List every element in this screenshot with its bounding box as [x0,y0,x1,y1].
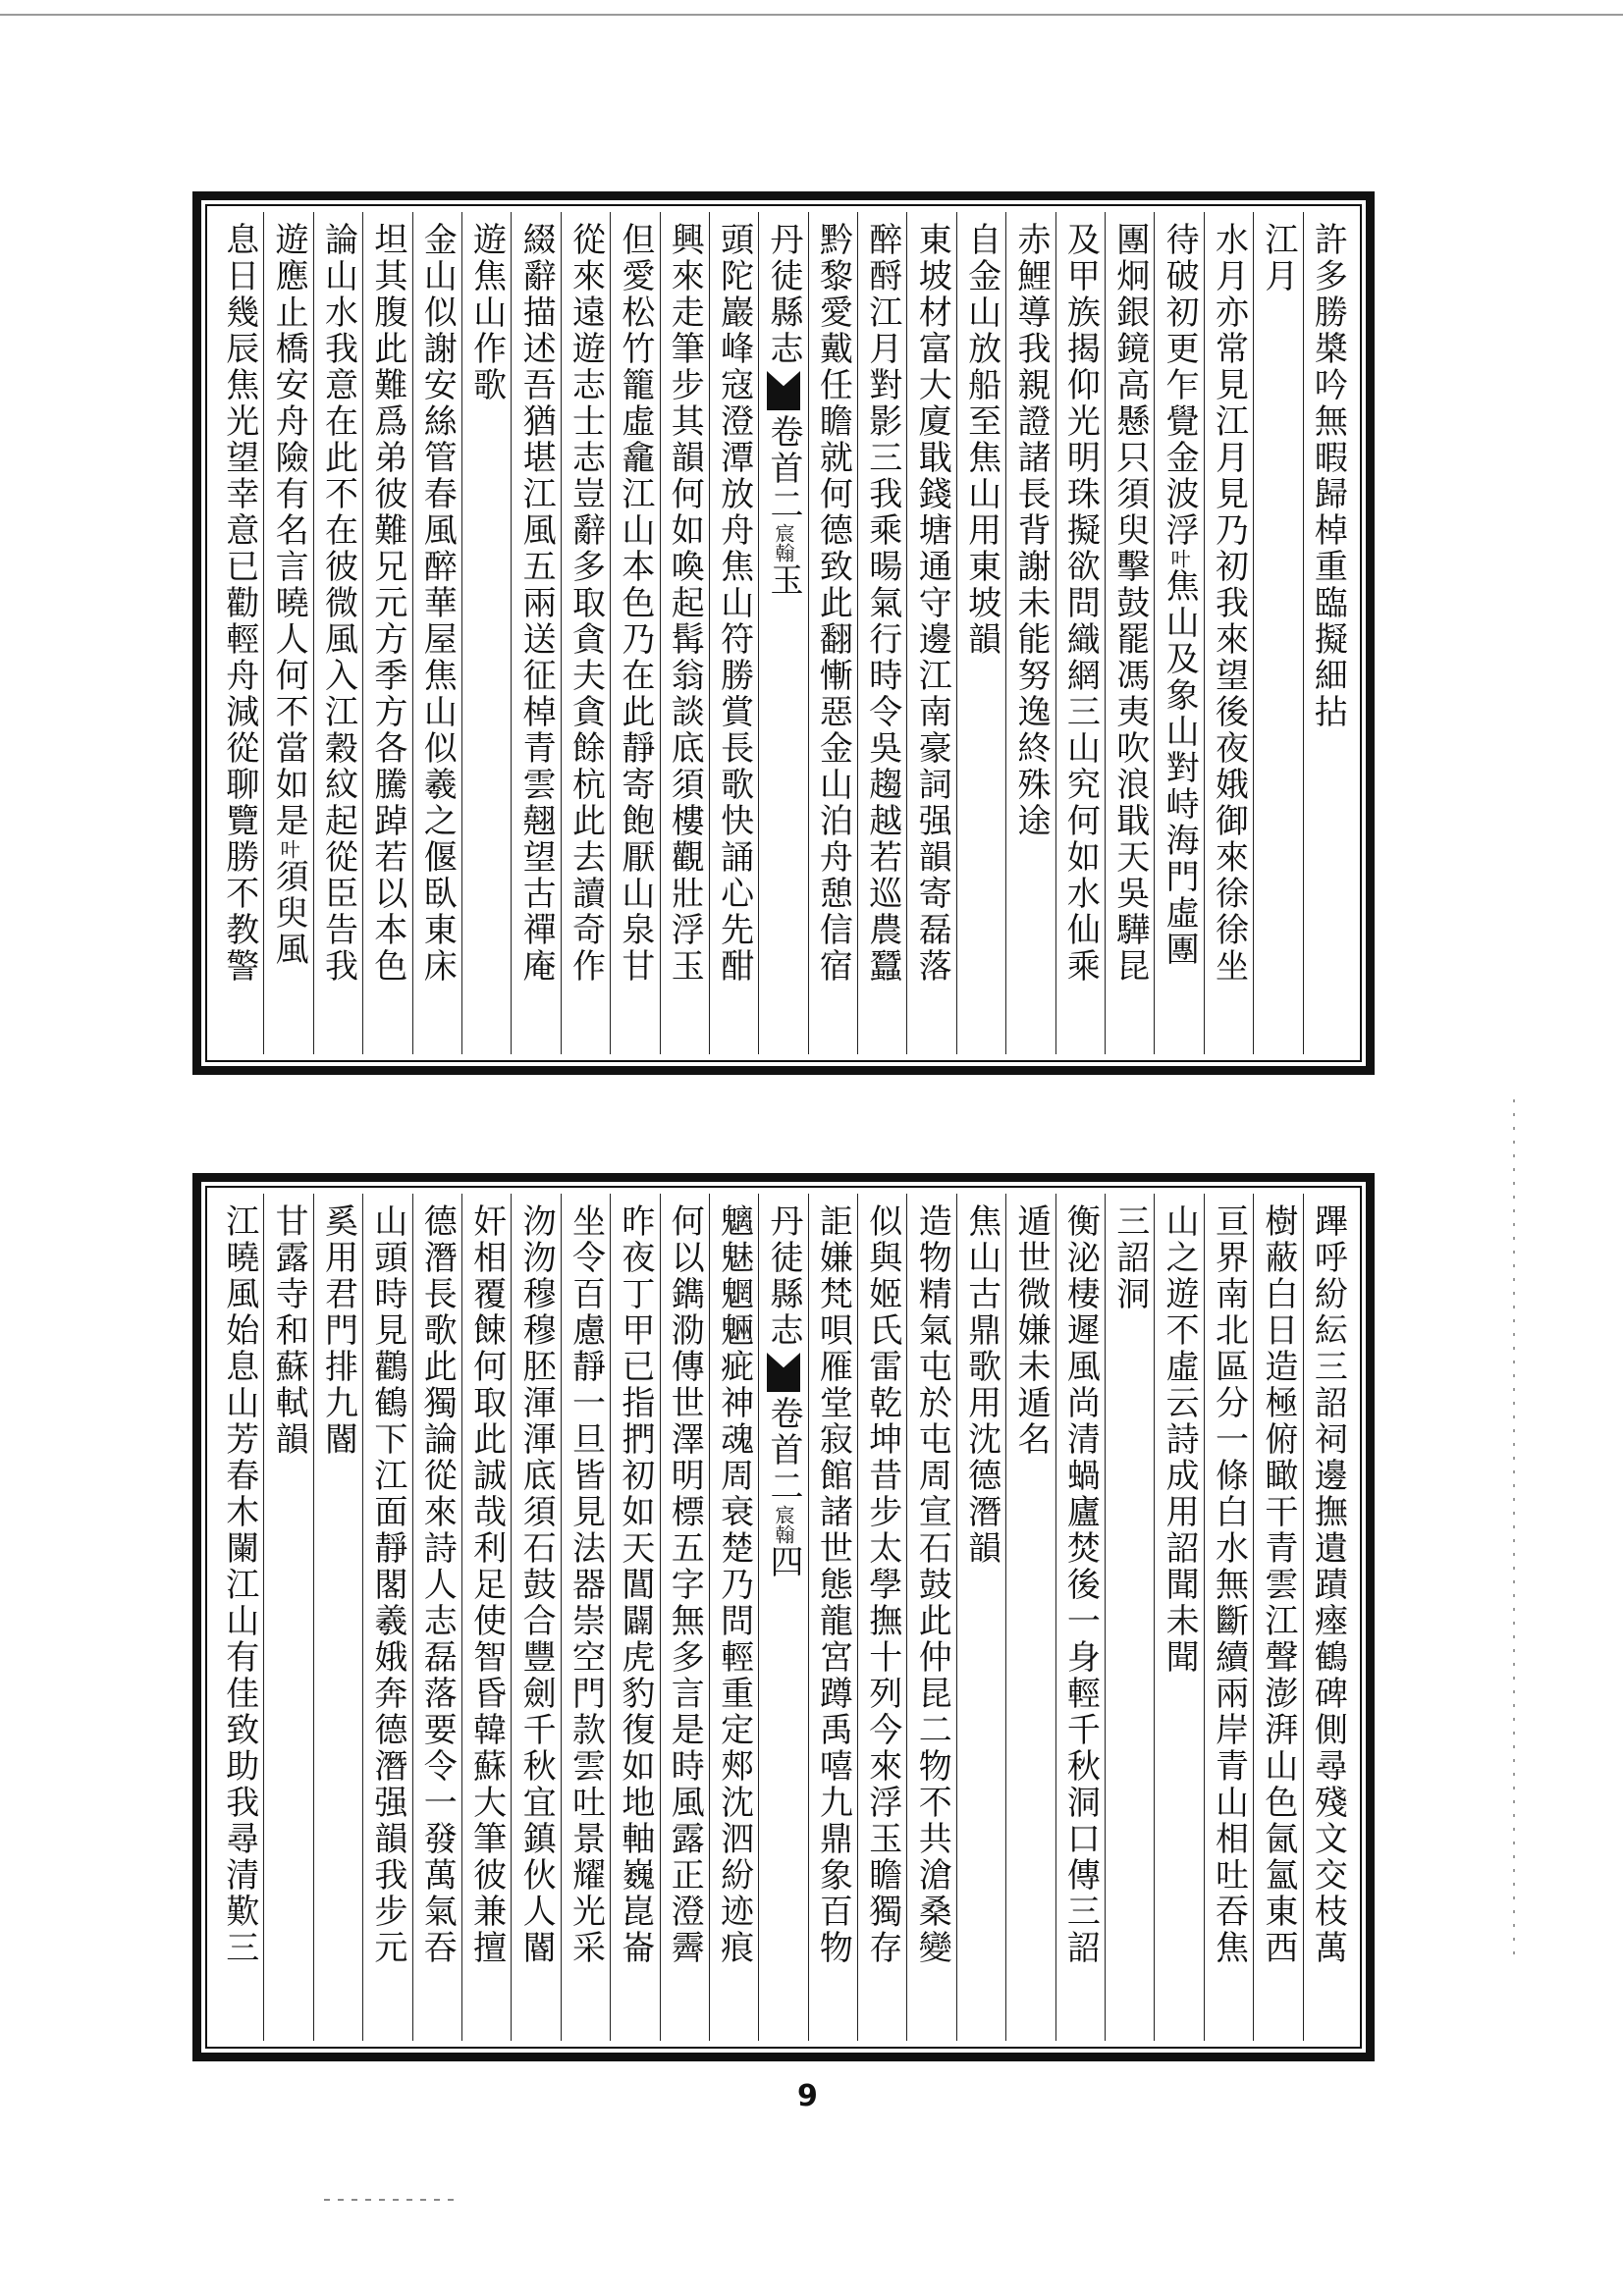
scan-top-rule [0,14,1623,16]
poem-title-column [956,212,1005,1054]
column-text: 頭陀巖峰寇澄潭放舟焦山符勝賞長歌快誦心先酣 [714,222,754,985]
column-text: 黔黎愛戴任瞻就何德致此翻慚惡金山泊舟憩信宿 [813,222,853,985]
text-column [263,212,312,1054]
text-column [561,212,610,1054]
section-note: 宸翰 [772,1505,796,1544]
text-column [610,1194,659,2041]
text-column [412,212,461,1054]
column-text: 坦其腹此難爲弟彼難兄元方季方各騰踔若以本色 [367,222,407,985]
text-column [1105,212,1154,1054]
column-text: 德潛長歌此獨論從來詩人志磊落要令一發萬氣吞 [417,1203,458,1966]
text-column [857,212,906,1054]
column-text: 沕沕穆穆胚渾渾底須石鼓合豐劍千秋宜鎮伙人閽 [516,1203,557,1966]
running-head-column [758,212,807,1054]
column-text: 水月亦常見江月見乃初我來望後夜娥御來徐徐坐 [1209,222,1249,985]
column-text: 江月 [1258,222,1298,294]
text-column [313,212,362,1054]
running-head-column [758,1194,807,2041]
column-text: 論山水我意在此不在彼微風入江穀紋起從臣告我 [318,222,358,985]
column-text: 魑魅魍魎疵神魂周衰楚乃問輕重定郟沈泗紛迹痕 [714,1203,754,1966]
text-column [1154,212,1203,1054]
text-column [1005,212,1055,1054]
column-text: 及甲族揭仰光明珠擬欲問織網三山究何如水仙乘 [1060,222,1101,985]
volume-label: 卷首二 [764,414,804,523]
text-column [313,1194,362,2041]
column-text: 東坡材富大廈戢錢塘通守邊江南豪詞强韻寄磊落 [912,222,952,985]
poem-title-column [1105,1194,1154,2041]
column-text: 待破初更乍覺金波浮 [1160,222,1200,549]
column-text: 遁世微嫌未遁名 [1010,1203,1051,1458]
column-text: 丹徒縣志 [764,222,804,367]
column-text: 遊應止橋安舟險有名言曉人何不當如是 [269,222,309,839]
text-column [1253,1194,1302,2041]
column-text: 昨夜丁甲已指捫初如天閶闢虎豹復如地軸巍崑崙 [615,1203,655,1966]
text-column [1303,212,1352,1054]
text-column [808,212,857,1054]
text-column [857,1194,906,2041]
folio-number: 玉 [764,562,804,599]
top-page-frame [192,191,1375,1075]
text-column [709,1194,758,2041]
text-column [561,1194,610,2041]
poem-title-column [461,212,511,1054]
column-text: 許多勝槳吟無暇歸棹重臨擬細拈 [1308,222,1348,730]
column-text: 焦山古鼎歌用沈德潛韻 [961,1203,1001,1567]
text-column [511,212,560,1054]
column-text: 遊焦山作歌 [466,222,507,403]
page-number: 9 [797,2079,818,2113]
column-text: 衡泌棲遲風尚清蝸廬焚後一身輕千秋洞口傳三詔 [1060,1203,1101,1966]
column-text: 造物精氣屯於屯周宣石鼓此仲昆二物不共滄桑變 [912,1203,952,1966]
column-text-continued: 須臾風 [269,859,309,968]
text-column [215,212,263,1054]
column-text: 甘露寺和蘇軾韻 [269,1203,309,1458]
column-text: 自金山放船至焦山用東坡韻 [961,222,1001,658]
bottom-page-frame [192,1173,1375,2061]
column-text: 綴辭描述吾猶堪江風五兩送征棹青雲翹望古禪庵 [516,222,557,985]
text-column [660,1194,709,2041]
text-column [709,212,758,1054]
text-column [1204,1194,1253,2041]
column-text: 山頭時見鸛鶴下江面靜閣羲娥奔德潛强韻我步元 [367,1203,407,1966]
volume-label: 卷首二 [764,1396,804,1505]
top-page-columns [215,212,1352,1054]
column-text: 坐令百慮靜一旦皆見法器崇空門款雲吐景耀光采 [566,1203,606,1966]
text-column [808,1194,857,2041]
text-column [362,212,411,1054]
section-note: 宸翰 [772,523,796,562]
column-text: 赤鯉導我親證諸長背謝未能努逸終殊途 [1010,222,1051,839]
text-column [215,1194,263,2041]
folio-number: 四 [764,1544,804,1580]
column-text: 丹徒縣志 [764,1203,804,1349]
column-text: 息日幾辰焦光望幸意已勸輕舟減從聊覽勝不教警 [219,222,259,985]
column-text: 但愛松竹籠虛龕江山本色乃在此靜寄飽厭山泉甘 [615,222,655,985]
text-column [1154,1194,1203,2041]
column-text: 三詔洞 [1109,1203,1150,1312]
column-text: 亘界南北區分一條白水無斷續兩岸青山相吐吞焦 [1209,1203,1249,1966]
text-column [660,212,709,1054]
column-text: 興來走筆步其韻何如喚起髯翁談底須樓觀壯浮玉 [665,222,705,985]
interlinear-note: 叶 [1167,549,1192,568]
text-column [1055,212,1105,1054]
column-text-continued: 焦山及象山對峙海門虛團 [1160,568,1200,968]
column-text: 詎嫌梵唄雁堂寂館諸世態龍宮蹲禹嘻九鼎象百物 [813,1203,853,1966]
column-text: 何以鐫泐傳世澤明標五字無多言是時風露正澄霽 [665,1203,705,1966]
column-text: 醉酹江月對影三我乘暘氣行時令吳趨越若巡農蠶 [862,222,902,985]
column-text: 山之遊不虛云詩成用詔聞未聞 [1160,1203,1200,1676]
fishtail-marker-icon [767,371,800,410]
text-column [1055,1194,1105,2041]
column-text: 奸相覆餗何取此誠哉利足使智昏韓蘇大筆彼兼擅 [466,1203,507,1966]
scan-artifact-dash [324,2199,461,2201]
scan-artifact-dots [1513,1099,1515,1963]
text-column [1204,212,1253,1054]
bottom-page-columns [215,1194,1352,2041]
column-text: 從來遠遊志士志豈辭多取貪夫貪餘杭此去讀奇作 [566,222,606,985]
column-text: 似與姬氏雷乾坤昔步太學撫十列今來浮玉瞻獨存 [862,1203,902,1966]
text-column [1303,1194,1352,2041]
poem-title-column [263,1194,312,2041]
fishtail-marker-icon [767,1353,800,1392]
column-text: 蹕呼紛紜三詔祠邊撫遺蹟瘞鶴碑側尋殘文交枝萬 [1308,1203,1348,1966]
text-column [610,212,659,1054]
column-text: 奚用君門排九閽 [318,1203,358,1458]
poem-title-column [1253,212,1302,1054]
text-column [461,1194,511,2041]
column-text: 團炯銀鏡高懸只須臾擊鼓罷馮夷吹浪戢天吳驊昆 [1109,222,1150,985]
text-column [412,1194,461,2041]
column-text: 江曉風始息山芳春木闌江山有佳致助我尋清歎三 [219,1203,259,1966]
text-column [906,212,955,1054]
interlinear-note: 叶 [277,839,301,859]
text-column [1005,1194,1055,2041]
text-column [906,1194,955,2041]
column-text: 金山似謝安絲管春風醉華屋焦山似羲之偃臥東床 [417,222,458,985]
text-column [362,1194,411,2041]
column-text: 樹蔽白日造極俯瞰干青雲江聲澎湃山色氤氳東西 [1258,1203,1298,1966]
text-column [511,1194,560,2041]
poem-title-column [956,1194,1005,2041]
